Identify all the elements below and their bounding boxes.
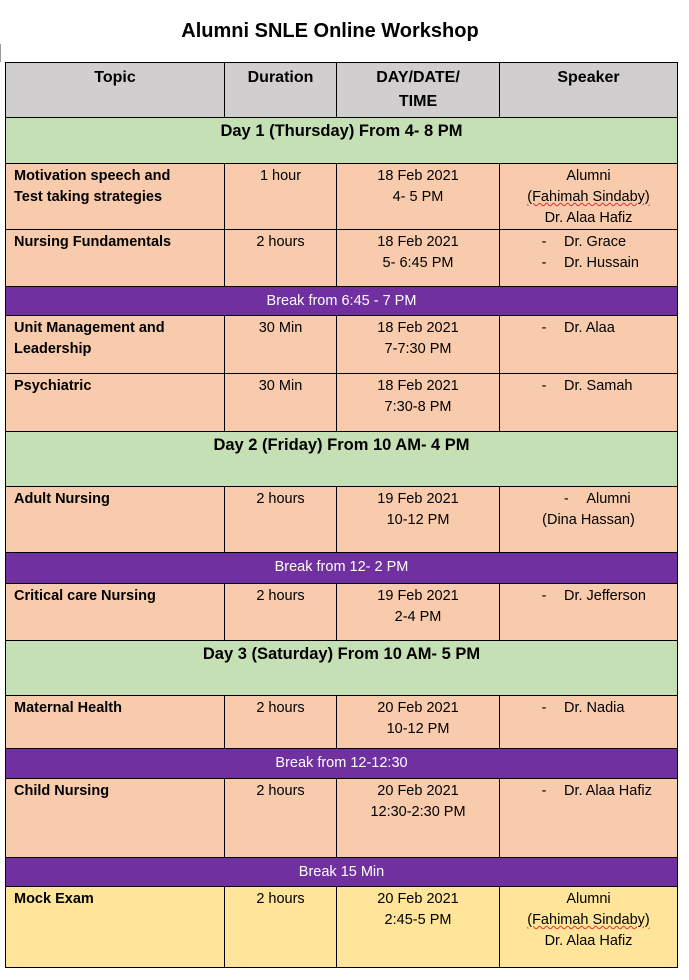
schedule-table: [5, 62, 678, 968]
session-duration: 2 hours: [225, 887, 337, 968]
session-duration: 2 hours: [225, 230, 337, 287]
header-row: [6, 63, 678, 118]
session-date-time: 18 Feb 2021 7:30-8 PM: [337, 374, 500, 432]
day-row: [6, 641, 678, 696]
page-title: Alumni SNLE Online Workshop: [181, 20, 479, 42]
break-label: Break from 12-12:30: [6, 749, 678, 779]
bullet-dash: -: [541, 700, 547, 716]
session-date-time: 20 Feb 2021 12:30-2:30 PM: [337, 779, 500, 858]
session-speaker: Alumni (Fahimah Sindaby) Dr. Alaa Hafiz: [500, 164, 678, 230]
break-label: Break from 12- 2 PM: [6, 553, 678, 584]
bullet-dash: -: [541, 255, 547, 271]
break-row: [6, 553, 678, 584]
day-label: Day 2 (Friday) From 10 AM- 4 PM: [6, 432, 678, 487]
bullet-dash: -: [541, 234, 547, 250]
session-topic: Critical care Nursing: [6, 584, 225, 641]
session-date-time: 19 Feb 2021 10-12 PM: [337, 487, 500, 553]
session-topic: Unit Management and Leadership: [6, 316, 225, 374]
session-duration: 2 hours: [225, 487, 337, 553]
day-label: Day 1 (Thursday) From 4- 8 PM: [6, 118, 678, 164]
session-topic: Mock Exam: [6, 887, 225, 968]
session-row: [6, 779, 678, 858]
session-row: [6, 696, 678, 749]
session-row: [6, 584, 678, 641]
break-row: [6, 858, 678, 887]
bullet-dash: -: [541, 378, 547, 394]
session-duration: 2 hours: [225, 584, 337, 641]
header-topic: Topic: [6, 63, 225, 118]
day-row: [6, 118, 678, 164]
session-speaker: - Dr. Alaa: [500, 316, 678, 374]
break-label: Break 15 Min: [6, 858, 678, 887]
session-topic: Adult Nursing: [6, 487, 225, 553]
session-topic: Psychiatric: [6, 374, 225, 432]
day-label: Day 3 (Saturday) From 10 AM- 5 PM: [6, 641, 678, 696]
session-row: [6, 164, 678, 230]
session-topic: Child Nursing: [6, 779, 225, 858]
session-speaker: Alumni (Fahimah Sindaby) Dr. Alaa Hafiz: [500, 887, 678, 968]
break-row: [6, 749, 678, 779]
session-row: [6, 487, 678, 553]
session-topic: Nursing Fundamentals: [6, 230, 225, 287]
session-row: [6, 374, 678, 432]
session-duration: 2 hours: [225, 696, 337, 749]
header-duration: Duration: [225, 63, 337, 118]
session-row: [6, 887, 678, 968]
session-speaker: - Dr. Alaa Hafiz: [500, 779, 678, 858]
session-date-time: 19 Feb 2021 2-4 PM: [337, 584, 500, 641]
header-speaker: Speaker: [500, 63, 678, 118]
header-date-time: DAY/DATE/ TIME: [337, 63, 500, 118]
session-speaker: - Dr. Grace - Dr. Hussain: [500, 230, 678, 287]
session-duration: 2 hours: [225, 779, 337, 858]
break-label: Break from 6:45 - 7 PM: [6, 287, 678, 316]
bullet-dash: -: [541, 588, 547, 604]
session-row: [6, 316, 678, 374]
day-row: [6, 432, 678, 487]
session-speaker: - Dr. Jefferson: [500, 584, 678, 641]
bullet-dash: -: [541, 783, 547, 799]
session-duration: 30 Min: [225, 316, 337, 374]
break-row: [6, 287, 678, 316]
session-date-time: 20 Feb 2021 2:45-5 PM: [337, 887, 500, 968]
bullet-dash: -: [541, 320, 547, 336]
session-duration: 30 Min: [225, 374, 337, 432]
session-topic: Maternal Health: [6, 696, 225, 749]
margin-marker: [0, 44, 1, 62]
session-date-time: 18 Feb 2021 7-7:30 PM: [337, 316, 500, 374]
session-speaker: - Alumni (Dina Hassan): [500, 487, 678, 553]
session-speaker: - Dr. Samah: [500, 374, 678, 432]
session-date-time: 18 Feb 2021 5- 6:45 PM: [337, 230, 500, 287]
session-topic: Motivation speech and Test taking strategies: [6, 164, 225, 230]
bullet-dash: -: [563, 491, 569, 507]
session-duration: 1 hour: [225, 164, 337, 230]
session-date-time: 18 Feb 2021 4- 5 PM: [337, 164, 500, 230]
session-date-time: 20 Feb 2021 10-12 PM: [337, 696, 500, 749]
session-speaker: - Dr. Nadia: [500, 696, 678, 749]
session-row: [6, 230, 678, 287]
